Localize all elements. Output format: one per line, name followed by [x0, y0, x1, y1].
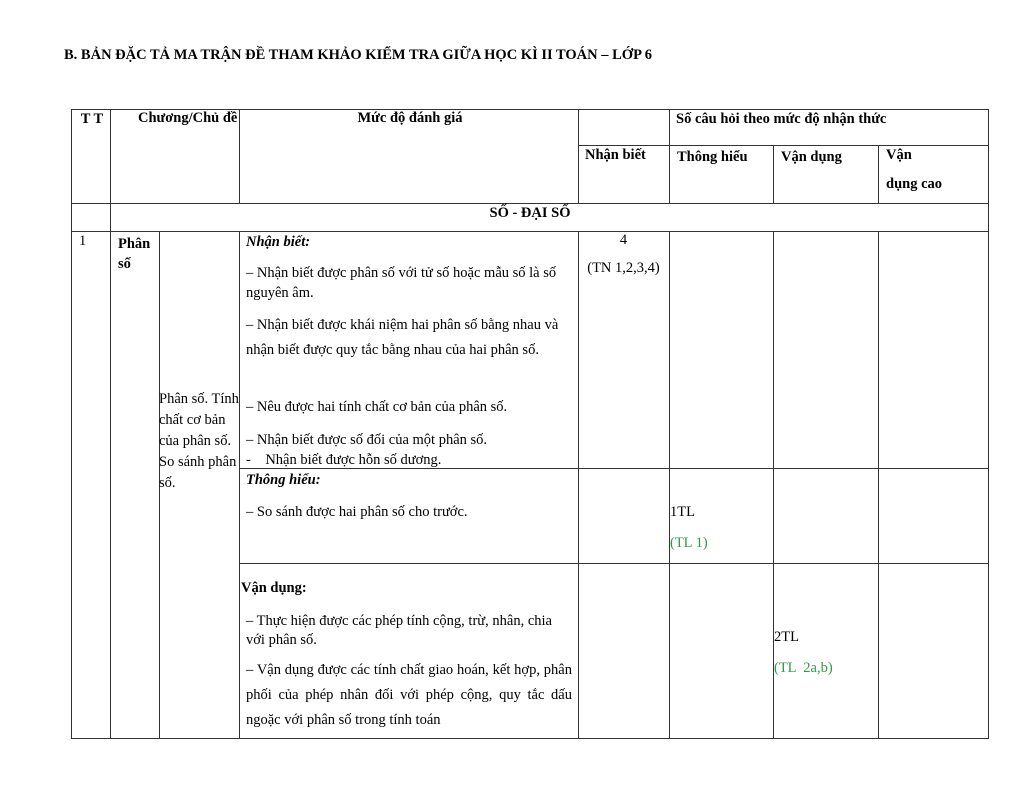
th-ref: (TL 1) [670, 535, 708, 551]
header-van-dung: Vận dụng [781, 149, 842, 165]
nhan-biet-item: – Nhận biết được số đối của một phân số. [246, 432, 488, 448]
vd-count: 2TL [774, 629, 799, 645]
vd-ref: (TL 2a,b) [774, 660, 833, 676]
header-van-dung-cao-line1: Vận [886, 147, 912, 163]
row-chu-de: Phân số [118, 236, 151, 272]
row-stt: 1 [79, 233, 87, 249]
header-so-cau-hoi: Số câu hỏi theo mức độ nhận thức [676, 111, 887, 127]
header-van-dung-cao-line2: dụng cao [886, 176, 943, 192]
row-noi-dung: Phân số. Tính chất cơ bản của phân số. So sánh phân số. [159, 391, 239, 491]
nhan-biet-item: – Nhận biết được phân số với tử số hoặc mẫu số là số nguyên âm. [246, 265, 557, 301]
thong-hieu-item: – So sánh được hai phân số cho trước. [246, 504, 468, 520]
header-nhan-biet: Nhận biết [585, 147, 646, 163]
thong-hieu-title: Thông hiểu: [246, 472, 321, 488]
nhan-biet-title: Nhận biết: [246, 234, 311, 250]
van-dung-item: – Vận dụng được các tính chất giao hoán, kết hợp, phân phối của phép nhân đối với phép cộng, quy tắc dấu ngoặc với phân số trong tính toán [246, 662, 572, 728]
nb-count: 4 [619, 232, 628, 248]
nhan-biet-item: – Nhận biết được khái niệm hai phân số bằng nhau và nhận biết được quy tắc bằng nhau của hai phân số. [246, 317, 559, 358]
nb-ref: (TN 1,2,3,4) [587, 260, 660, 276]
th-count: 1TL [670, 504, 695, 520]
van-dung-title: Vận dụng: [241, 580, 307, 596]
header-chuong-chu-de: Chương/Chủ đề [138, 110, 238, 126]
van-dung-item: – Thực hiện được các phép tính cộng, trừ, nhân, chia với phân số. [246, 613, 552, 648]
header-tt: T T [80, 111, 104, 127]
document-heading: B. BẢN ĐẶC TẢ MA TRẬN ĐỀ THAM KHẢO KIỂM TRA GIỮA HỌC KÌ II TOÁN – LỚP 6 [64, 47, 653, 63]
header-thong-hieu: Thông hiểu [677, 149, 748, 165]
section-title: SỐ - ĐẠI SỐ [489, 205, 571, 221]
header-muc-do-danh-gia: Mức độ đánh giá [357, 110, 463, 126]
nhan-biet-item: – Nêu được hai tính chất cơ bản của phân số. [246, 399, 508, 415]
nhan-biet-item: - Nhận biết được hỗn số dương. [246, 452, 442, 468]
